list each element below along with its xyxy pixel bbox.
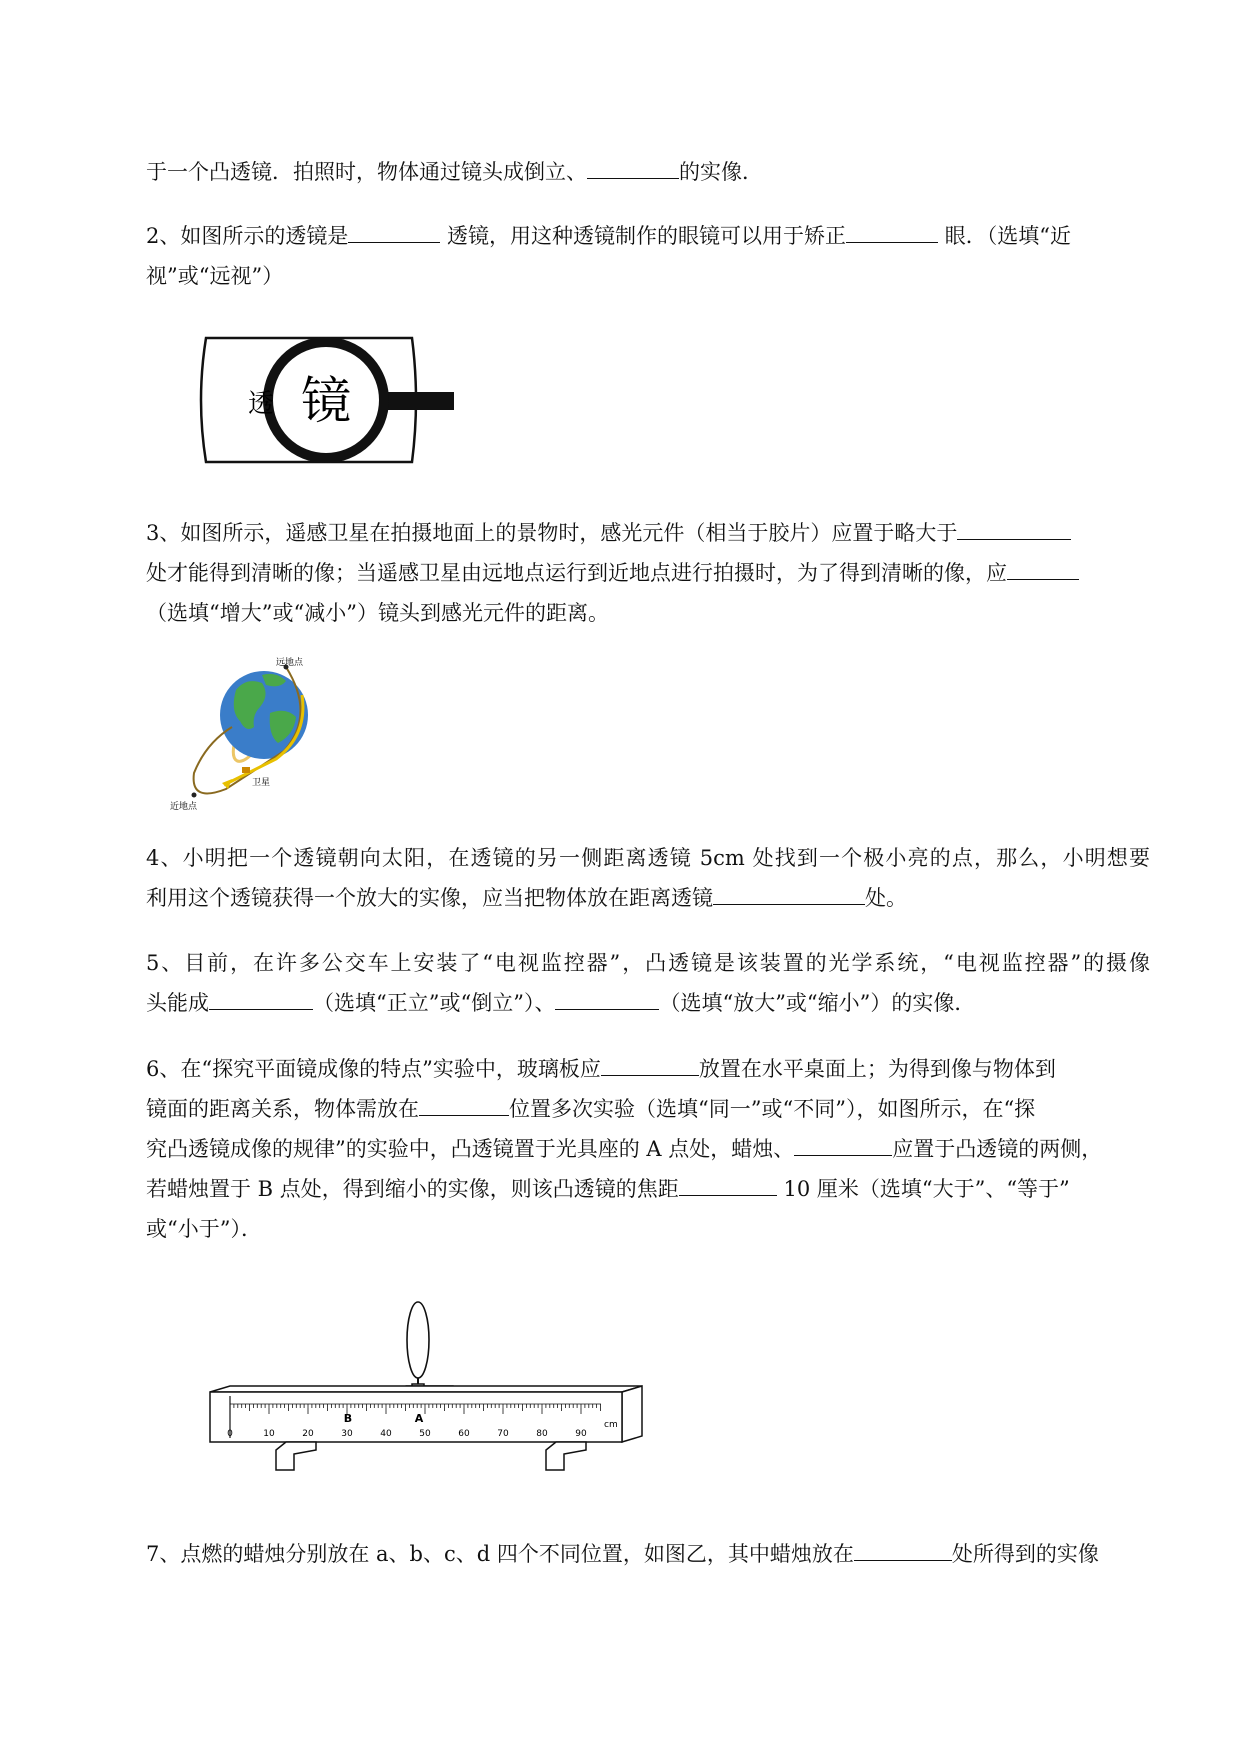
q5-text-mid: （选填“正立”或“倒立”）、 <box>313 991 556 1015</box>
q7-answer-blank[interactable] <box>854 1540 952 1561</box>
figure-label-small: 透 <box>248 389 275 419</box>
point-a-label: A <box>414 1412 424 1425</box>
q3-text-line2: 处才能得到清晰的像；当遥感卫星由远地点运行到近地点进行拍摄时，为了得到清晰的像，应 <box>146 561 1007 585</box>
magnifier-handle <box>384 392 454 410</box>
q1-answer-blank[interactable] <box>587 158 679 179</box>
q2-text-end: 眼．（选填“近 <box>938 224 1071 248</box>
q7-text: 7、点燃的蜡烛分别放在 a、b、c、d 四个不同位置，如图乙，其中蜡烛放在 <box>146 1542 854 1566</box>
q6-text-l3-end: 应置于凸透镜的两侧， <box>892 1137 1103 1161</box>
q5-text-end: （选填“放大”或“缩小”）的实像． <box>659 991 976 1015</box>
point-b-label: B <box>343 1412 353 1425</box>
tick-label-10: 10 <box>263 1429 275 1439</box>
convex-lens-icon <box>407 1302 429 1378</box>
q6-line-1 <box>146 1055 1150 1083</box>
q5-text-line2: 头能成 <box>146 991 209 1015</box>
q6-text-line4: 若蜡烛置于 B 点处，得到缩小的实像，则该凸透镜的焦距 <box>146 1177 679 1201</box>
optical-bench-figure <box>206 1300 646 1480</box>
q2-text-line2: 视”或“远视”） <box>146 264 284 288</box>
q3-line-3 <box>146 599 1150 627</box>
apogee-label: 远地点 <box>276 658 304 668</box>
q2-line-1 <box>146 222 1150 250</box>
tick-label-70: 70 <box>497 1429 509 1439</box>
q1-text-end: 的实像． <box>679 160 763 184</box>
q4-text: 4、小明把一个透镜朝向太阳，在透镜的另一侧距离透镜 5cm 处找到一个极小亮的点，那么，小明想要 <box>146 846 1150 870</box>
q2-text-mid: 透镜，用这种透镜制作的眼镜可以用于矫正 <box>440 224 847 248</box>
q5-text: 5、目前，在许多公交车上安装了“电视监控器”，凸透镜是该装置的光学系统，“电视监控器”的摄像 <box>146 951 1150 975</box>
q1-text: 于一个凸透镜．拍照时，物体通过镜头成倒立、 <box>146 160 587 184</box>
tick-label-80: 80 <box>536 1429 548 1439</box>
q3-line-1 <box>146 519 1150 547</box>
tick-label-30: 30 <box>341 1429 353 1439</box>
q5-line-1 <box>146 949 1150 977</box>
q6-answer-blank-3[interactable] <box>794 1135 892 1156</box>
tick-label-40: 40 <box>380 1429 392 1439</box>
q6-text-line2: 镜面的距离关系，物体需放在 <box>146 1097 419 1121</box>
q4-answer-blank[interactable] <box>713 884 865 905</box>
q6-answer-blank-1[interactable] <box>601 1055 699 1076</box>
q6-answer-blank-4[interactable] <box>679 1175 777 1196</box>
q1-line-1 <box>146 158 1150 186</box>
magnifier-figure <box>196 330 466 470</box>
q6-line-3 <box>146 1135 1150 1163</box>
q6-line-2 <box>146 1095 1150 1123</box>
q3-text-line3: （选填“增大”或“减小”）镜头到感光元件的距离。 <box>146 601 609 625</box>
q2-answer-blank-1[interactable] <box>348 222 440 243</box>
q6-text-l4-end: 10 厘米（选填“大于”、“等于” <box>776 1177 1070 1201</box>
satellite-label: 卫星 <box>252 778 271 788</box>
q3-line-2 <box>146 559 1150 587</box>
q4-line-2 <box>146 884 1150 912</box>
q5-answer-blank-2[interactable] <box>555 989 659 1010</box>
tick-label-60: 60 <box>458 1429 470 1439</box>
q6-line-5 <box>146 1215 1150 1243</box>
bench-foot-right <box>546 1442 586 1470</box>
q6-text-line3: 究凸透镜成像的规律”的实验中，凸透镜置于光具座的 A 点处，蜡烛、 <box>146 1137 795 1161</box>
figure-label-big: 镜 <box>301 372 351 430</box>
q7-text-end: 处所得到的实像 <box>951 1542 1099 1566</box>
q5-answer-blank-1[interactable] <box>209 989 313 1010</box>
bench-foot-left <box>276 1442 316 1470</box>
satellite-icon <box>242 767 250 773</box>
q3-answer-blank-1[interactable] <box>957 519 1071 540</box>
q3-text: 3、如图所示，遥感卫星在拍摄地面上的景物时，感光元件（相当于胶片）应置于略大于 <box>146 521 958 545</box>
tick-label-90: 90 <box>575 1429 587 1439</box>
q4-line-1 <box>146 844 1150 872</box>
q6-text-l2-end: 位置多次实验（选填“同一”或“不同”），如图所示，在“探 <box>509 1097 1036 1121</box>
q4-text-line2: 利用这个透镜获得一个放大的实像，应当把物体放在距离透镜 <box>146 886 713 910</box>
tick-label-0: 0 <box>227 1429 233 1439</box>
q6-text-l1-end: 放置在水平桌面上；为得到像与物体到 <box>698 1057 1056 1081</box>
q6-line-4 <box>146 1175 1150 1203</box>
unit-label: cm <box>604 1420 618 1430</box>
q3-answer-blank-2[interactable] <box>1007 559 1079 580</box>
q5-line-2 <box>146 989 1150 1017</box>
satellite-orbit-figure <box>166 655 326 813</box>
q7-line-1 <box>146 1540 1150 1568</box>
tick-label-50: 50 <box>419 1429 431 1439</box>
q6-text: 6、在“探究平面镜成像的特点”实验中，玻璃板应 <box>146 1057 601 1081</box>
perigee-label: 近地点 <box>170 802 198 812</box>
q2-answer-blank-2[interactable] <box>846 222 938 243</box>
q2-line-2 <box>146 262 1150 290</box>
q6-answer-blank-2[interactable] <box>419 1095 509 1116</box>
q4-text-end: 处。 <box>865 886 907 910</box>
tick-label-20: 20 <box>302 1429 314 1439</box>
q6-text-line5: 或“小于”）． <box>146 1217 262 1241</box>
q2-text: 2、如图所示的透镜是 <box>146 224 349 248</box>
